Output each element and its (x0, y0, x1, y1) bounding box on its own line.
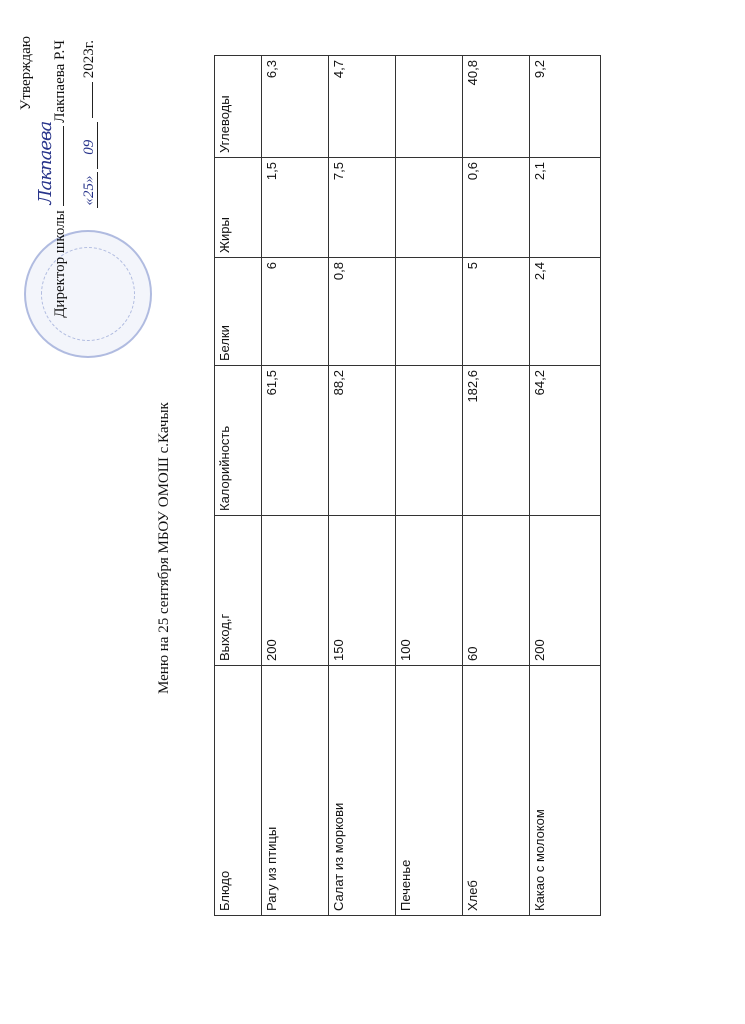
table-row (262, 56, 329, 916)
fat-cell: 7,5 (329, 158, 396, 258)
column-header-protein: Белки (215, 258, 262, 366)
yield-cell: 200 (530, 516, 601, 666)
date-day: «25» (81, 172, 98, 208)
fat-cell: 2,1 (530, 158, 601, 258)
approve-label: Утверждаю (18, 36, 34, 111)
dish-cell: Хлеб (463, 666, 530, 916)
approval-block (18, 30, 158, 650)
column-header-yield: Выход,г (215, 516, 262, 666)
calories-cell: 61,5 (262, 366, 329, 516)
menu-title: Меню на 25 сентября МБОУ ОМОШ с.Качык (156, 402, 172, 694)
fat-cell: 0,6 (463, 158, 530, 258)
signature-line (35, 121, 64, 206)
menu-table (214, 55, 601, 916)
yield-cell: 150 (329, 516, 396, 666)
dish-cell: Какао с молоком (530, 666, 601, 916)
dish-cell: Печенье (396, 666, 463, 916)
date-month: 09 (81, 122, 98, 169)
carbs-cell (396, 56, 463, 158)
calories-cell: 182,6 (463, 366, 530, 516)
date-year-blank (78, 82, 93, 118)
column-header-fat: Жиры (215, 158, 262, 258)
fat-cell: 1,5 (262, 158, 329, 258)
director-line (35, 40, 69, 318)
table-row (329, 56, 396, 916)
protein-cell: 6 (262, 258, 329, 366)
director-name: Лакпаева Р.Ч (52, 40, 68, 123)
yield-cell: 200 (262, 516, 329, 666)
table-row (396, 56, 463, 916)
yield-cell: 100 (396, 516, 463, 666)
protein-cell: 5 (463, 258, 530, 366)
carbs-cell: 40,8 (463, 56, 530, 158)
column-header-dish: Блюдо (215, 666, 262, 916)
dish-cell: Салат из моркови (329, 666, 396, 916)
date-year: 2023г. (81, 40, 97, 79)
column-header-calories: Калорийность (215, 366, 262, 516)
protein-cell (396, 258, 463, 366)
handwritten-signature: Лакпаева (35, 121, 56, 205)
calories-cell: 64,2 (530, 366, 601, 516)
approval-date (78, 40, 98, 208)
table-row (530, 56, 601, 916)
carbs-cell: 6,3 (262, 56, 329, 158)
carbs-cell: 9,2 (530, 56, 601, 158)
director-prefix: Директор школы (52, 210, 68, 318)
calories-cell (396, 366, 463, 516)
yield-cell: 60 (463, 516, 530, 666)
table-row (463, 56, 530, 916)
calories-cell: 88,2 (329, 366, 396, 516)
fat-cell (396, 158, 463, 258)
table-header-row (215, 56, 262, 916)
carbs-cell: 4,7 (329, 56, 396, 158)
official-stamp (24, 230, 152, 358)
protein-cell: 2,4 (530, 258, 601, 366)
protein-cell: 0,8 (329, 258, 396, 366)
dish-cell: Рагу из птицы (262, 666, 329, 916)
column-header-carbs: Углеводы (215, 56, 262, 158)
